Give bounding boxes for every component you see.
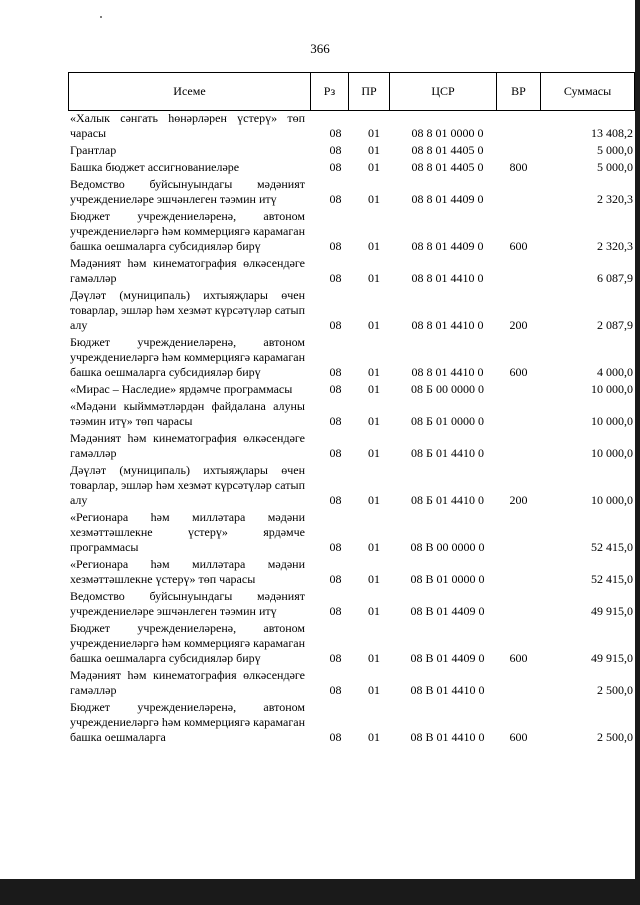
row-csr: 08 В 01 4409 0 (410, 604, 485, 618)
row-sum: 6 087,9 (597, 271, 633, 285)
row-name: Дәүләт (муниципаль) ихтыяҗлары өчен товарлар, эшләр һәм хезмәт күрсәтүләр сатып алу (70, 463, 305, 507)
row-name: Бюджет учреждениеләренә, автоном учреждениеләргә һәм коммерциягә карамаган башка оешмаларга субсидияләр бирү (70, 209, 305, 253)
row-sum: 10 000,0 (591, 382, 633, 396)
row-sum: 2 320,3 (597, 239, 633, 253)
row-csr: 08 8 01 0000 0 (411, 126, 484, 140)
header-name: Исеме (69, 73, 311, 111)
row-sum: 2 320,3 (597, 192, 633, 206)
table-row (68, 177, 635, 207)
row-csr: 08 Б 01 4410 0 (411, 493, 484, 507)
table-row (68, 463, 635, 508)
row-name: Мәдәният һәм кинематография өлкәсендәге гамәлләр (70, 256, 305, 285)
page-number: 366 (310, 41, 330, 56)
table-row (68, 668, 635, 698)
row-vr: 800 (509, 160, 528, 174)
row-vr: 200 (509, 318, 528, 332)
row-name: Ведомство буйсынуындагы мәдәният учреждениеләре эшчәнлеген тәэмин итү (70, 589, 305, 618)
row-sum: 49 915,0 (591, 651, 633, 665)
row-pr: 01 (368, 604, 380, 618)
row-csr: 08 8 01 4410 0 (411, 271, 484, 285)
row-pr: 01 (368, 382, 380, 396)
row-sum: 10 000,0 (591, 414, 633, 428)
row-sum: 5 000,0 (597, 160, 633, 174)
row-rz: 08 (329, 271, 342, 285)
row-csr: 08 Б 01 0000 0 (411, 414, 484, 428)
row-rz: 08 (329, 365, 342, 379)
row-sum: 49 915,0 (591, 604, 633, 618)
row-pr: 01 (368, 651, 380, 665)
table-row (68, 111, 635, 141)
row-vr: 600 (509, 730, 528, 744)
row-pr: 01 (368, 414, 380, 428)
row-rz: 08 (329, 446, 342, 460)
table-row (68, 557, 635, 587)
header-csr: ЦСР (390, 73, 497, 111)
row-name: Мәдәният һәм кинематография өлкәсендәге гамәлләр (70, 431, 305, 460)
row-rz: 08 (329, 414, 342, 428)
table-row (68, 589, 635, 619)
row-rz: 08 (329, 192, 342, 206)
row-vr: 600 (509, 365, 528, 379)
row-csr: 08 8 01 4405 0 (411, 143, 484, 157)
row-name: «Халык сәнгать һөнәрләрен үстерү» төп чарасы (70, 111, 305, 140)
row-pr: 01 (368, 318, 380, 332)
row-rz: 08 (329, 730, 342, 744)
table-row (68, 399, 635, 429)
header-rz: Рз (311, 73, 349, 111)
row-csr: 08 8 01 4409 0 (411, 192, 484, 206)
row-csr: 08 В 01 4410 0 (410, 730, 485, 744)
scan-speck (100, 16, 102, 18)
row-csr: 08 8 01 4409 0 (411, 239, 484, 253)
row-name: Башка бюджет ассигнованиеләре (70, 160, 240, 174)
header-sum: Суммасы (541, 73, 635, 111)
row-sum: 10 000,0 (591, 446, 633, 460)
row-rz: 08 (329, 318, 342, 332)
row-name: Бюджет учреждениеләренә, автоном учреждениеләргә һәм коммерциягә карамаган башка оешмаларга субсидияләр бирү (70, 335, 305, 379)
row-pr: 01 (368, 271, 380, 285)
scan-border-bottom (0, 879, 640, 905)
row-rz: 08 (329, 126, 342, 140)
row-rz: 08 (329, 143, 342, 157)
row-name: Бюджет учреждениеләренә, автоном учреждениеләргә һәм коммерциягә карамаган башка оешмаларга субсидияләр бирү (70, 621, 305, 665)
table-row (68, 621, 635, 666)
row-csr: 08 В 01 4409 0 (410, 651, 485, 665)
row-rz: 08 (329, 604, 342, 618)
row-sum: 2 087,9 (597, 318, 633, 332)
table-row (68, 335, 635, 380)
row-sum: 52 415,0 (591, 540, 633, 554)
table-header (68, 72, 635, 111)
row-pr: 01 (368, 540, 380, 554)
row-sum: 13 408,2 (591, 126, 633, 140)
row-csr: 08 В 01 4410 0 (410, 683, 485, 697)
scan-border-right (635, 0, 640, 905)
table-row (68, 382, 635, 397)
row-pr: 01 (368, 365, 380, 379)
table-body (68, 111, 635, 747)
row-csr: 08 Б 01 4410 0 (411, 446, 484, 460)
row-name: Мәдәният һәм кинематография өлкәсендәге гамәлләр (70, 668, 305, 697)
row-name: Грантлар (70, 143, 117, 157)
row-sum: 52 415,0 (591, 572, 633, 586)
row-vr: 600 (509, 239, 528, 253)
row-name: Бюджет учреждениеләренә, автоном учреждениеләргә һәм коммерциягә карамаган башка оешмаларга (70, 700, 305, 744)
row-csr: 08 8 01 4410 0 (411, 318, 484, 332)
row-vr: 200 (509, 493, 528, 507)
header-vr: ВР (497, 73, 541, 111)
row-csr: 08 В 00 0000 0 (410, 540, 485, 554)
row-pr: 01 (368, 126, 380, 140)
row-pr: 01 (368, 160, 380, 174)
row-pr: 01 (368, 493, 380, 507)
row-csr: 08 В 01 0000 0 (410, 572, 485, 586)
row-name: «Мәдәни кыйммәтләрдән файдалана алуны тәэмин итү» төп чарасы (70, 399, 305, 428)
row-pr: 01 (368, 192, 380, 206)
row-rz: 08 (329, 493, 342, 507)
row-rz: 08 (329, 683, 342, 697)
row-pr: 01 (368, 730, 380, 744)
table-row (68, 510, 635, 555)
row-csr: 08 Б 00 0000 0 (411, 382, 484, 396)
row-rz: 08 (329, 572, 342, 586)
row-name: «Регионара һәм милләтара мәдәни хезмәттәшлекне үстерү» ярдәмче программасы (70, 510, 305, 554)
row-csr: 08 8 01 4405 0 (411, 160, 484, 174)
row-rz: 08 (329, 651, 342, 665)
row-sum: 5 000,0 (597, 143, 633, 157)
row-pr: 01 (368, 446, 380, 460)
header-pr: ПР (349, 73, 390, 111)
table-row (68, 256, 635, 286)
table-row (68, 700, 635, 745)
row-csr: 08 8 01 4410 0 (411, 365, 484, 379)
row-pr: 01 (368, 683, 380, 697)
row-name: Ведомство буйсынуындагы мәдәният учреждениеләре эшчәнлеген тәэмин итү (70, 177, 305, 206)
row-pr: 01 (368, 572, 380, 586)
row-pr: 01 (368, 239, 380, 253)
row-name: «Регионара һәм милләтара мәдәни хезмәттәшлекне үстерү» төп чарасы (70, 557, 305, 586)
table-row (68, 209, 635, 254)
table-row (68, 160, 635, 175)
row-sum: 10 000,0 (591, 493, 633, 507)
table-row (68, 288, 635, 333)
row-sum: 2 500,0 (597, 730, 633, 744)
row-sum: 4 000,0 (597, 365, 633, 379)
row-rz: 08 (329, 382, 342, 396)
row-name: «Мирас – Наследие» ярдәмче программасы (70, 382, 293, 396)
row-sum: 2 500,0 (597, 683, 633, 697)
row-rz: 08 (329, 239, 342, 253)
table-row (68, 143, 635, 158)
row-vr: 600 (509, 651, 528, 665)
table-row (68, 431, 635, 461)
row-name: Дәүләт (муниципаль) ихтыяҗлары өчен товарлар, эшләр һәм хезмәт күрсәтүләр сатып алу (70, 288, 305, 332)
row-rz: 08 (329, 540, 342, 554)
row-pr: 01 (368, 143, 380, 157)
row-rz: 08 (329, 160, 342, 174)
